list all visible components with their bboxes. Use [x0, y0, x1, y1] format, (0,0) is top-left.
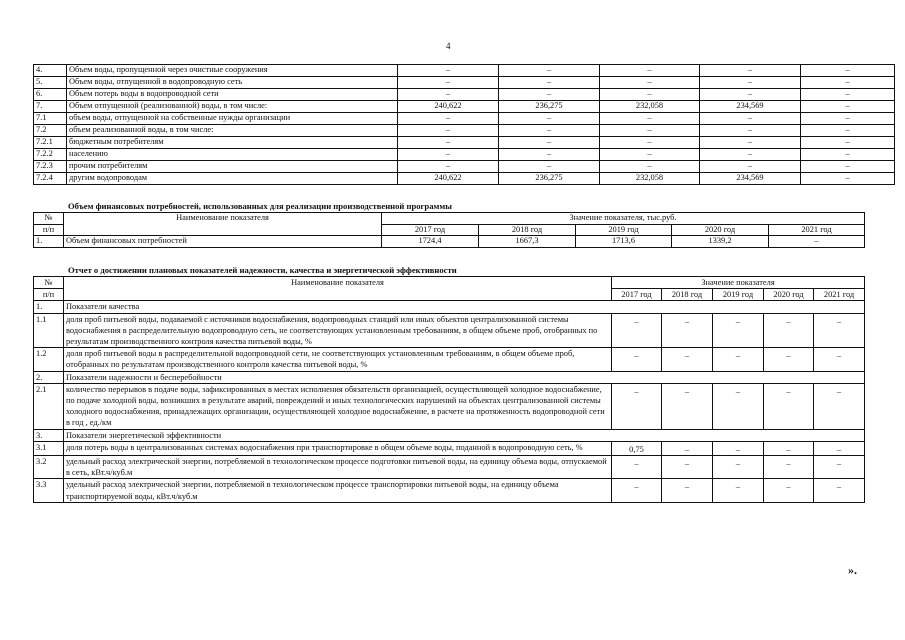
table-row	[34, 161, 895, 173]
row-name: Объем воды, отпущенной в водопроводную сеть	[67, 77, 398, 89]
table-row	[34, 89, 895, 101]
row-value: 1667,3	[479, 236, 576, 248]
row-value: –	[398, 149, 499, 161]
row-value: –	[612, 456, 662, 479]
row-num: 2.1	[34, 383, 64, 429]
section-row	[34, 371, 865, 383]
row-value: –	[801, 173, 895, 185]
row-name: Показатели качества	[64, 301, 865, 313]
row-value: 240,622	[398, 173, 499, 185]
row-name: объем реализованной воды, в том числе:	[67, 125, 398, 137]
table-row	[34, 125, 895, 137]
row-value: –	[764, 313, 814, 348]
row-num: 7.2.2	[34, 149, 67, 161]
year-header: 2017 год	[612, 289, 662, 301]
row-value: –	[398, 77, 499, 89]
row-name: доля проб питьевой воды, подаваемой с источников водоснабжения, водопроводных станций или иных объектов централизованной системы водоснабжения в распределительную водопроводную сеть, не соответствующих установленным требованиям, в общем объеме проб, отобранных по результатам производственного контроля качества питьевой воды, %	[64, 313, 612, 348]
row-value: –	[662, 348, 713, 371]
row-num: 3.1	[34, 441, 64, 455]
row-value: 0,75	[612, 441, 662, 455]
row-value: –	[612, 348, 662, 371]
row-value: –	[801, 77, 895, 89]
row-value: –	[713, 456, 764, 479]
col-value-header: Значение показателя	[612, 277, 865, 289]
row-name: прочим потребителям	[67, 161, 398, 173]
row-value: –	[814, 313, 865, 348]
table-row	[34, 113, 895, 125]
year-header: 2018 год	[662, 289, 713, 301]
row-value: –	[499, 77, 600, 89]
row-name: другим водопроводам	[67, 173, 398, 185]
row-value: 236,275	[499, 101, 600, 113]
col-value-header: Значение показателя, тыс.руб.	[382, 213, 865, 225]
row-value: –	[600, 149, 700, 161]
row-value: –	[764, 441, 814, 455]
col-num-header-2: п/п	[34, 224, 64, 236]
row-value: –	[801, 137, 895, 149]
row-num: 3.3	[34, 479, 64, 502]
table-row	[34, 456, 865, 479]
row-name: Объем потерь воды в водопроводной сети	[67, 89, 398, 101]
financial-table	[33, 212, 865, 248]
col-num-header: №	[34, 277, 64, 289]
row-value: –	[801, 89, 895, 101]
table-row	[34, 479, 865, 502]
table-row	[34, 383, 865, 429]
row-value: 232,058	[600, 101, 700, 113]
row-num: 2.	[34, 371, 64, 383]
row-name: Показатели энергетической эффективности	[64, 429, 865, 441]
row-value: –	[600, 125, 700, 137]
col-num-header-2: п/п	[34, 289, 64, 301]
row-value: –	[662, 313, 713, 348]
row-value: –	[713, 441, 764, 455]
row-value: –	[662, 441, 713, 455]
row-num: 7.1	[34, 113, 67, 125]
table-row	[34, 149, 895, 161]
row-value: –	[499, 113, 600, 125]
row-name: удельный расход электрической энергии, потребляемой в технологическом процессе транспортировки питьевой воды, на единицу объема транспортируемой воды, кВт.ч/куб.м	[64, 479, 612, 502]
row-name: Объем воды, пропущенной через очистные сооружения	[67, 65, 398, 77]
row-value: –	[398, 113, 499, 125]
row-num: 7.2.1	[34, 137, 67, 149]
row-value: –	[398, 161, 499, 173]
performance-section-title: Отчет о достижении плановых показателей надежности, качества и энергетической эффективности	[68, 265, 457, 275]
row-value: –	[600, 89, 700, 101]
row-value: 1713,6	[576, 236, 672, 248]
row-value: –	[700, 113, 801, 125]
row-name: объем воды, отпущенной на собственные нужды организации	[67, 113, 398, 125]
row-value: –	[612, 313, 662, 348]
table-row	[34, 348, 865, 371]
row-name: населению	[67, 149, 398, 161]
performance-table	[33, 276, 865, 503]
row-value: –	[801, 161, 895, 173]
row-value: –	[814, 441, 865, 455]
table-row	[34, 313, 865, 348]
section-row	[34, 301, 865, 313]
row-value: –	[600, 113, 700, 125]
year-header: 2021 год	[814, 289, 865, 301]
row-name: Объем отпущенной (реализованной) воды, в том числе:	[67, 101, 398, 113]
year-header: 2020 год	[764, 289, 814, 301]
row-value: –	[764, 383, 814, 429]
row-value: –	[700, 65, 801, 77]
row-value: –	[700, 89, 801, 101]
row-value: –	[700, 149, 801, 161]
col-name-header: Наименование показателя	[64, 213, 382, 236]
year-header: 2019 год	[576, 224, 672, 236]
row-value: –	[801, 149, 895, 161]
water-volume-table	[33, 64, 895, 185]
table-row	[34, 77, 895, 89]
row-num: 7.	[34, 101, 67, 113]
row-value: –	[814, 383, 865, 429]
row-value: –	[398, 137, 499, 149]
row-value: –	[713, 348, 764, 371]
row-value: –	[600, 65, 700, 77]
row-name: Объем финансовых потребностей	[64, 236, 382, 248]
row-value: –	[662, 479, 713, 502]
row-num: 1.	[34, 301, 64, 313]
row-value: –	[662, 383, 713, 429]
row-num: 1.	[34, 236, 64, 248]
row-value: –	[499, 137, 600, 149]
table-row	[34, 441, 865, 455]
page-number: 4	[446, 41, 451, 51]
row-value: –	[612, 383, 662, 429]
row-num: 7.2	[34, 125, 67, 137]
row-value: 234,569	[700, 173, 801, 185]
row-value: –	[612, 479, 662, 502]
row-value: –	[600, 161, 700, 173]
row-value: –	[801, 65, 895, 77]
row-name: Показатели надежности и бесперебойности	[64, 371, 865, 383]
col-name-header: Наименование показателя	[64, 277, 612, 301]
row-value: –	[600, 77, 700, 89]
row-num: 5.	[34, 77, 67, 89]
row-value: 240,622	[398, 101, 499, 113]
row-value: 1724,4	[382, 236, 479, 248]
row-value: –	[713, 383, 764, 429]
table-row	[34, 101, 895, 113]
year-header: 2019 год	[713, 289, 764, 301]
year-header: 2021 год	[769, 224, 865, 236]
row-value: –	[600, 137, 700, 149]
row-num: 1.1	[34, 313, 64, 348]
row-value: –	[764, 348, 814, 371]
year-header: 2018 год	[479, 224, 576, 236]
year-header: 2020 год	[672, 224, 769, 236]
row-num: 4.	[34, 65, 67, 77]
row-value: –	[499, 161, 600, 173]
row-name: удельный расход электрической энергии, потребляемой в технологическом процессе подготовки питьевой воды, на единицу объема воды, отпускаемой в сеть, кВт.ч/куб.м	[64, 456, 612, 479]
row-value: –	[499, 149, 600, 161]
row-name: доля потерь воды в централизованных системах водоснабжения при транспортировке в общем объеме воды, поданной в водопроводную сеть, %	[64, 441, 612, 455]
row-value: –	[398, 125, 499, 137]
row-num: 3.2	[34, 456, 64, 479]
row-num: 6.	[34, 89, 67, 101]
table-row	[34, 65, 895, 77]
row-value: –	[713, 479, 764, 502]
row-value: –	[700, 137, 801, 149]
row-value: –	[499, 65, 600, 77]
row-value: –	[713, 313, 764, 348]
row-value: –	[398, 65, 499, 77]
row-value: –	[814, 479, 865, 502]
row-value: –	[764, 456, 814, 479]
row-name: доля проб питьевой воды в распределительной водопроводной сети, не соответствующих установленным требованиям, в общем объеме проб, отобранных по результатам производственного контроля качества питьевой воды, %	[64, 348, 612, 371]
financial-section-title: Объем финансовых потребностей, использованных для реализации производственной программы	[68, 201, 452, 211]
row-num: 7.2.4	[34, 173, 67, 185]
row-value: –	[398, 89, 499, 101]
table-row	[34, 137, 895, 149]
row-value: –	[769, 236, 865, 248]
row-value: –	[814, 456, 865, 479]
row-value: –	[814, 348, 865, 371]
row-value: –	[662, 456, 713, 479]
section-row	[34, 429, 865, 441]
row-name: бюджетным потребителям	[67, 137, 398, 149]
row-num: 3.	[34, 429, 64, 441]
row-value: –	[801, 101, 895, 113]
year-header: 2017 год	[382, 224, 479, 236]
row-value: –	[801, 113, 895, 125]
col-num-header: №	[34, 213, 64, 225]
row-num: 7.2.3	[34, 161, 67, 173]
row-value: –	[700, 161, 801, 173]
row-value: 234,569	[700, 101, 801, 113]
row-value: –	[764, 479, 814, 502]
closing-mark: ».	[848, 563, 857, 577]
row-num: 1.2	[34, 348, 64, 371]
row-value: –	[801, 125, 895, 137]
row-value: 232,058	[600, 173, 700, 185]
row-value: 1339,2	[672, 236, 769, 248]
row-value: –	[499, 125, 600, 137]
row-value: –	[499, 89, 600, 101]
row-value: 236,275	[499, 173, 600, 185]
table-row	[34, 173, 895, 185]
row-value: –	[700, 125, 801, 137]
row-value: –	[700, 77, 801, 89]
row-name: количество перерывов в подаче воды, зафиксированных в местах исполнения обязательств организацией, осуществляющей холодное водоснабжение, по подаче холодной воды, возникших в результате аварий, повреждений и иных технологических нарушений на объектах централизованной системы холодного водоснабжения, принадлежащих организации, осуществляющей холодное водоснабжение, в расчете на протяженность водопроводной сети в год , ед./км	[64, 383, 612, 429]
